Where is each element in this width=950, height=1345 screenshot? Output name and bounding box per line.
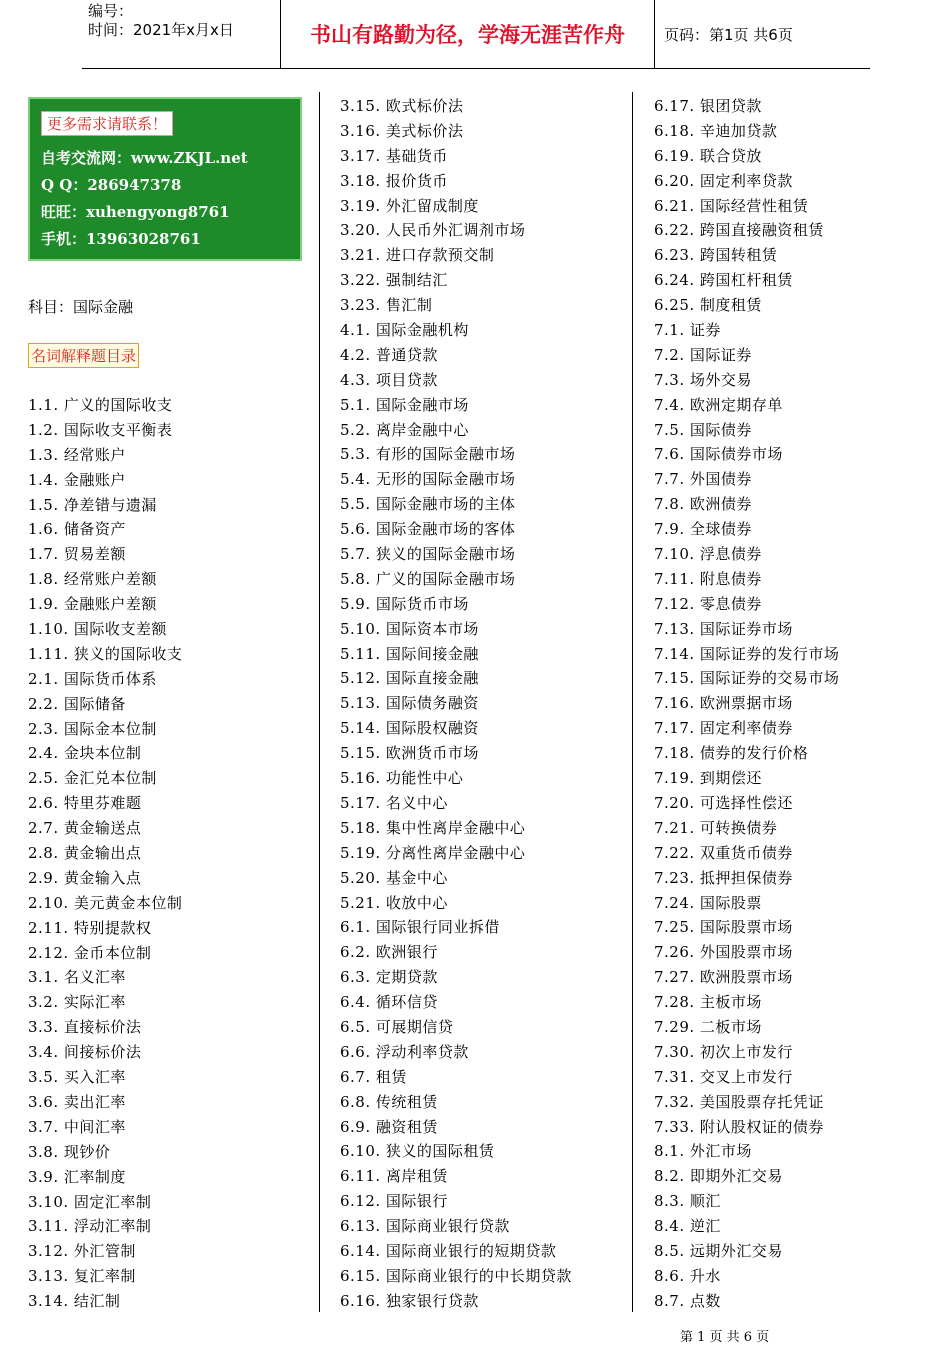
toc-entry: 3.21. 进口存款预交制 <box>340 246 495 265</box>
toc-column-2 <box>340 94 572 1314</box>
toc-entry: 8.7. 点数 <box>654 1291 721 1310</box>
toc-column-3 <box>654 94 839 1314</box>
toc-entry: 6.15. 国际商业银行的中长期贷款 <box>340 1266 572 1285</box>
toc-entry: 6.5. 可展期信贷 <box>340 1017 454 1036</box>
toc-entry: 3.18. 报价货币 <box>340 171 448 190</box>
toc-entry: 7.21. 可转换债券 <box>654 818 778 837</box>
toc-entry: 4.3. 项目贷款 <box>340 370 438 389</box>
toc-entry: 1.8. 经常账户差额 <box>28 570 157 589</box>
toc-entry: 5.17. 名义中心 <box>340 793 448 812</box>
toc-entry: 5.15. 欧洲货币市场 <box>340 744 479 763</box>
toc-entry: 3.10. 固定汇率制 <box>28 1192 152 1211</box>
toc-entry: 2.4. 金块本位制 <box>28 744 142 763</box>
toc-entry: 2.3. 国际金本位制 <box>28 719 157 738</box>
toc-entry: 3.6. 卖出汇率 <box>28 1092 126 1111</box>
toc-entry: 1.3. 经常账户 <box>28 445 126 464</box>
toc-entry: 5.7. 狭义的国际金融市场 <box>340 545 516 564</box>
toc-entry: 1.11. 狭义的国际收支 <box>28 644 183 663</box>
header-motto: 书山有路勤为径，学海无涯苦作舟 <box>310 23 625 47</box>
toc-entry: 7.18. 债券的发行价格 <box>654 744 809 763</box>
toc-entry: 6.18. 辛迪加贷款 <box>654 121 778 140</box>
page-header <box>82 0 870 69</box>
toc-entry: 3.23. 售汇制 <box>340 296 433 315</box>
toc-entry: 3.11. 浮动汇率制 <box>28 1217 152 1236</box>
contact-button[interactable]: 更多需求请联系！ <box>41 111 173 136</box>
toc-entry: 7.14. 国际证券的发行市场 <box>654 644 840 663</box>
toc-entry: 5.18. 集中性离岸金融中心 <box>340 818 526 837</box>
toc-entry: 7.15. 国际证券的交易市场 <box>654 669 840 688</box>
toc-entry: 7.2. 国际证券 <box>654 345 752 364</box>
toc-entry: 5.16. 功能性中心 <box>340 769 464 788</box>
toc-entry: 7.9. 全球债券 <box>654 520 752 539</box>
toc-entry: 7.16. 欧洲票据市场 <box>654 694 793 713</box>
toc-entry: 6.3. 定期贷款 <box>340 968 438 987</box>
toc-entry: 6.11. 离岸租赁 <box>340 1167 448 1186</box>
toc-entry: 5.20. 基金中心 <box>340 868 448 887</box>
toc-entry: 5.21. 收放中心 <box>340 893 448 912</box>
toc-entry: 7.22. 双重货币债券 <box>654 843 793 862</box>
toc-entry: 5.6. 国际金融市场的客体 <box>340 520 516 539</box>
toc-entry: 7.13. 国际证券市场 <box>654 619 793 638</box>
toc-entry: 3.15. 欧式标价法 <box>340 97 464 115</box>
toc-entry: 6.19. 联合贷放 <box>654 146 762 165</box>
toc-entry: 7.8. 欧洲债券 <box>654 495 752 514</box>
toc-entry: 7.17. 固定利率债券 <box>654 719 793 738</box>
toc-entry: 6.21. 国际经营性租赁 <box>654 196 809 215</box>
toc-entry: 7.10. 浮息债券 <box>654 545 762 564</box>
toc-entry: 2.1. 国际货币体系 <box>28 669 157 688</box>
toc-entry: 1.10. 国际收支差额 <box>28 620 167 639</box>
toc-entry: 6.16. 独家银行贷款 <box>340 1291 479 1310</box>
toc-entry: 6.1. 国际银行同业拆借 <box>340 918 500 937</box>
toc-entry: 7.30. 初次上市发行 <box>654 1042 793 1061</box>
toc-entry: 7.31. 交叉上市发行 <box>654 1067 793 1086</box>
toc-entry: 6.9. 融资租赁 <box>340 1117 438 1136</box>
toc-entry: 2.5. 金汇兑本位制 <box>28 769 157 788</box>
toc-entry: 1.1. 广义的国际收支 <box>28 396 173 414</box>
toc-entry: 3.19. 外汇留成制度 <box>340 196 479 215</box>
toc-entry: 5.14. 国际股权融资 <box>340 719 479 738</box>
toc-entry: 7.32. 美国股票存托凭证 <box>654 1092 824 1111</box>
toc-entry: 7.7. 外国债券 <box>654 470 752 489</box>
toc-entry: 8.3. 顺汇 <box>654 1192 721 1211</box>
toc-entry: 3.12. 外汇管制 <box>28 1242 136 1261</box>
toc-entry: 7.29. 二板市场 <box>654 1017 762 1036</box>
promo-qq: Q Q：286947378 <box>41 176 182 194</box>
toc-entry: 6.4. 循环信贷 <box>340 993 438 1012</box>
toc-entry: 6.13. 国际商业银行贷款 <box>340 1217 510 1236</box>
toc-entry: 5.1. 国际金融市场 <box>340 395 469 414</box>
toc-entry: 5.2. 离岸金融中心 <box>340 420 469 439</box>
toc-entry: 5.9. 国际货币市场 <box>340 594 469 613</box>
toc-entry: 2.11. 特别提款权 <box>28 918 152 937</box>
toc-entry: 7.28. 主板市场 <box>654 993 762 1012</box>
toc-entry: 7.20. 可选择性偿还 <box>654 793 793 812</box>
toc-entry: 6.12. 国际银行 <box>340 1192 448 1211</box>
toc-entry: 5.4. 无形的国际金融市场 <box>340 470 516 489</box>
toc-entry: 2.2. 国际储备 <box>28 694 126 713</box>
toc-entry: 8.4. 逆汇 <box>654 1217 721 1236</box>
toc-entry: 4.1. 国际金融机构 <box>340 321 469 340</box>
column-divider <box>319 92 320 1312</box>
toc-entry: 8.6. 升水 <box>654 1266 721 1285</box>
toc-entry: 7.26. 外国股票市场 <box>654 943 793 962</box>
toc-entry: 1.7. 贸易差额 <box>28 545 126 564</box>
toc-entry: 7.27. 欧洲股票市场 <box>654 968 793 987</box>
number-label: 编号： <box>88 2 134 20</box>
toc-entry: 1.9. 金融账户差额 <box>28 595 157 614</box>
toc-entry: 5.5. 国际金融市场的主体 <box>340 495 516 514</box>
toc-entry: 3.16. 美式标价法 <box>340 121 464 140</box>
toc-entry: 6.10. 狭义的国际租赁 <box>340 1142 495 1161</box>
toc-entry: 6.2. 欧洲银行 <box>340 943 438 962</box>
toc-entry: 6.25. 制度租赁 <box>654 296 762 315</box>
toc-entry: 5.12. 国际直接金融 <box>340 669 479 688</box>
toc-entry: 3.14. 结汇制 <box>28 1292 121 1311</box>
toc-entry: 7.19. 到期偿还 <box>654 769 762 788</box>
toc-entry: 3.7. 中间汇率 <box>28 1117 126 1136</box>
toc-entry: 2.7. 黄金输送点 <box>28 819 142 838</box>
toc-column-1 <box>28 393 182 1314</box>
toc-entry: 7.5. 国际债券 <box>654 420 752 439</box>
toc-entry: 6.6. 浮动利率贷款 <box>340 1042 469 1061</box>
toc-entry: 4.2. 普通贷款 <box>340 345 438 364</box>
toc-entry: 2.10. 美元黄金本位制 <box>28 893 183 912</box>
toc-entry: 6.22. 跨国直接融资租赁 <box>654 221 824 240</box>
toc-entry: 1.5. 净差错与遗漏 <box>28 495 157 514</box>
toc-entry: 5.19. 分离性离岸金融中心 <box>340 843 526 862</box>
toc-entry: 8.1. 外汇市场 <box>654 1142 752 1161</box>
toc-entry: 3.2. 实际汇率 <box>28 993 126 1012</box>
toc-entry: 7.23. 抵押担保债券 <box>654 868 793 887</box>
toc-entry: 5.11. 国际间接金融 <box>340 644 479 663</box>
toc-entry: 6.23. 跨国转租赁 <box>654 246 778 265</box>
toc-entry: 5.8. 广义的国际金融市场 <box>340 569 516 588</box>
toc-entry: 7.4. 欧洲定期存单 <box>654 395 783 414</box>
toc-entry: 2.6. 特里芬难题 <box>28 794 142 813</box>
toc-title: 名词解释题目录 <box>28 343 139 368</box>
toc-entry: 2.9. 黄金输入点 <box>28 868 142 887</box>
toc-entry: 7.33. 附认股权证的债券 <box>654 1117 824 1136</box>
toc-entry: 6.24. 跨国杠杆租赁 <box>654 271 793 290</box>
column-divider <box>632 92 633 1312</box>
toc-entry: 1.4. 金融账户 <box>28 470 126 489</box>
toc-entry: 5.13. 国际债务融资 <box>340 694 479 713</box>
toc-entry: 3.8. 现钞价 <box>28 1142 111 1161</box>
toc-entry: 7.6. 国际债券市场 <box>654 445 783 464</box>
toc-entry: 6.17. 银团贷款 <box>654 97 762 115</box>
toc-entry: 6.20. 固定利率贷款 <box>654 171 793 190</box>
toc-entry: 2.8. 黄金输出点 <box>28 844 142 863</box>
time-label: 时间：2021年x月x日 <box>88 21 234 39</box>
toc-entry: 3.17. 基础货币 <box>340 146 448 165</box>
toc-entry: 1.6. 储备资产 <box>28 520 126 539</box>
toc-entry: 7.12. 零息债券 <box>654 594 762 613</box>
toc-entry: 7.11. 附息债券 <box>654 569 762 588</box>
toc-entry: 6.7. 租赁 <box>340 1067 407 1086</box>
promo-wangwang: 旺旺：xuhengyong8761 <box>41 203 230 221</box>
toc-entry: 3.9. 汇率制度 <box>28 1167 126 1186</box>
promo-website: 自考交流网：www.ZKJL.net <box>41 149 248 167</box>
toc-entry: 7.1. 证券 <box>654 321 721 340</box>
page-footer: 第 1 页 共 6 页 <box>680 1330 770 1345</box>
header-page-info: 页码：第1页 共6页 <box>664 26 793 44</box>
toc-entry: 3.3. 直接标价法 <box>28 1018 142 1037</box>
promo-phone: 手机：13963028761 <box>41 230 201 248</box>
toc-entry: 2.12. 金币本位制 <box>28 943 152 962</box>
toc-entry: 3.5. 买入汇率 <box>28 1068 126 1087</box>
toc-entry: 8.5. 远期外汇交易 <box>654 1241 783 1260</box>
toc-entry: 8.2. 即期外汇交易 <box>654 1167 783 1186</box>
toc-entry: 5.3. 有形的国际金融市场 <box>340 445 516 464</box>
toc-entry: 6.8. 传统租赁 <box>340 1092 438 1111</box>
toc-entry: 6.14. 国际商业银行的短期贷款 <box>340 1241 557 1260</box>
toc-entry: 3.13. 复汇率制 <box>28 1267 136 1286</box>
toc-entry: 3.22. 强制结汇 <box>340 271 448 290</box>
toc-entry: 7.3. 场外交易 <box>654 370 752 389</box>
toc-entry: 7.24. 国际股票 <box>654 893 762 912</box>
header-divider <box>654 0 655 68</box>
toc-entry: 3.4. 间接标价法 <box>28 1043 142 1062</box>
toc-entry: 5.10. 国际资本市场 <box>340 619 479 638</box>
header-meta <box>88 2 234 40</box>
promo-box <box>28 97 302 261</box>
subject-label: 科目：国际金融 <box>28 298 134 316</box>
toc-entry: 3.1. 名义汇率 <box>28 968 126 987</box>
toc-entry: 1.2. 国际收支平衡表 <box>28 420 173 439</box>
toc-entry: 7.25. 国际股票市场 <box>654 918 793 937</box>
toc-entry: 3.20. 人民币外汇调剂市场 <box>340 221 526 240</box>
